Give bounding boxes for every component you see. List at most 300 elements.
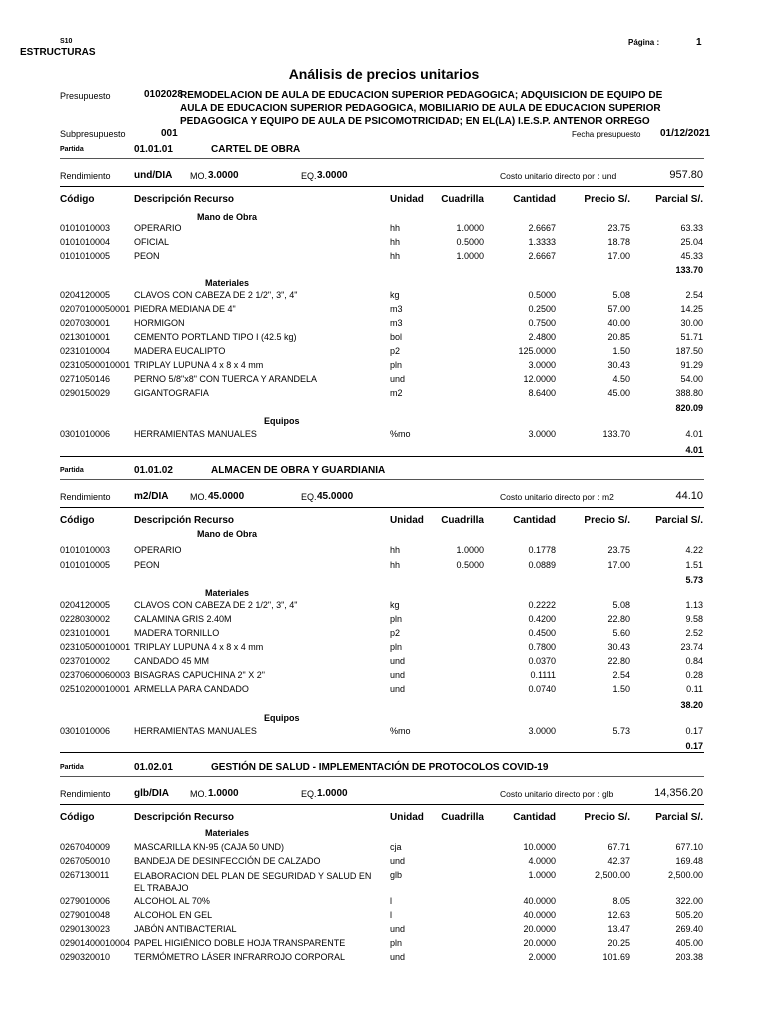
resource-cuadrilla: 1.0000 [456, 223, 484, 233]
resource-unit: hh [390, 223, 401, 233]
resource-parcial: 203.38 [675, 952, 703, 962]
resource-code: 02070100050001 [60, 304, 131, 314]
resource-parcial: 269.40 [675, 924, 703, 934]
resource-unit: %mo [390, 726, 411, 736]
mano-obra-row [0, 237, 768, 249]
resource-cuadrilla: 0.5000 [456, 560, 484, 570]
resource-parcial: 4.01 [685, 429, 703, 439]
col-codigo: Código [60, 515, 95, 526]
separator-line [60, 804, 704, 805]
resource-parcial: 0.28 [685, 670, 703, 680]
resource-cantidad: 3.0000 [528, 726, 556, 736]
resource-description: CALAMINA GRIS 2.40M [134, 614, 232, 624]
resource-unit: m3 [390, 304, 403, 314]
resource-parcial: 677.10 [675, 842, 703, 852]
resource-unit: glb [390, 870, 403, 880]
resource-code: 0290320010 [60, 952, 111, 962]
mano-obra-row [0, 560, 768, 572]
resource-precio: 17.00 [607, 251, 630, 261]
resource-cantidad: 2.0000 [528, 952, 556, 962]
resource-parcial: 9.58 [685, 614, 703, 624]
col-cantidad: Cantidad [513, 515, 556, 526]
material-row [0, 952, 768, 964]
resource-unit: %mo [390, 429, 411, 439]
resource-description: ELABORACION DEL PLAN DE SEGURIDAD Y SALUD EN EL TRABAJO [134, 871, 372, 893]
subtotal-equipos: 0.17 [685, 741, 703, 751]
rendimiento-unit: glb/DIA [134, 788, 169, 799]
resource-description: ALCOHOL AL 70% [134, 896, 210, 906]
resource-description: ALCOHOL EN GEL [134, 910, 213, 920]
partida-name: CARTEL DE OBRA [211, 144, 301, 155]
material-row [0, 388, 768, 400]
resource-unit: und [390, 856, 406, 866]
category-materiales: Materiales [205, 588, 250, 598]
resource-cantidad: 3.0000 [528, 360, 556, 370]
partida-code: 01.01.02 [134, 465, 173, 476]
resource-cantidad: 10.0000 [523, 842, 556, 852]
col-precio: Precio S/. [584, 812, 630, 823]
resource-unit: hh [390, 251, 401, 261]
page-title: Análisis de precios unitarios [288, 66, 480, 82]
resource-unit: kg [390, 600, 400, 610]
resource-cantidad: 125.0000 [518, 346, 556, 356]
resource-description: PAPEL HIGIÉNICO DOBLE HOJA TRANSPARENTE [134, 938, 346, 948]
resource-code: 0301010006 [60, 726, 111, 736]
resource-code: 0101010003 [60, 223, 111, 233]
resource-cantidad: 1.3333 [528, 237, 556, 247]
category-mano-obra: Mano de Obra [197, 212, 258, 222]
resource-precio: 5.60 [612, 628, 630, 638]
resource-code: 0204120005 [60, 600, 111, 610]
resource-cantidad: 2.4800 [528, 332, 556, 342]
resource-code: 0301010006 [60, 429, 111, 439]
subtotal-mano-obra: 133.70 [675, 265, 703, 275]
eq-value: 45.0000 [317, 491, 354, 502]
resource-unit: hh [390, 560, 401, 570]
col-descripcion: Descripción Recurso [134, 194, 235, 205]
costo-total: 957.80 [669, 169, 703, 181]
presupuesto-description: REMODELACION DE AULA DE EDUCACION SUPERIOR PEDAGOGICA; ADQUISICION DE EQUIPO DE AULA DE EDUCACION SUPERIOR PEDAGOGICA, MOBILIARIO DE AULA DE EDUCACION SUPERIOR PEDAGOGICA Y EQUIPO DE AULA DE PSICOMOTRICIDAD; EN EL(LA) I.E.S.P. ANTENOR ORREGO [180, 90, 663, 127]
resource-unit: m3 [390, 318, 403, 328]
resource-description: JABÓN ANTIBACTERIAL [134, 924, 237, 934]
resource-unit: und [390, 670, 406, 680]
partida-name: ALMACEN DE OBRA Y GUARDIANIA [211, 465, 386, 476]
subtotal-materiales: 38.20 [680, 700, 703, 710]
resource-parcial: 45.33 [680, 251, 703, 261]
resource-description: TERMÓMETRO LÁSER INFRARROJO CORPORAL [134, 952, 346, 962]
rendimiento-label: Rendimiento [60, 492, 111, 502]
resource-unit: m2 [390, 388, 403, 398]
resource-cuadrilla: 1.0000 [456, 545, 484, 555]
resource-precio: 1.50 [612, 346, 630, 356]
resource-parcial: 0.11 [686, 684, 703, 694]
resource-description: CLAVOS CON CABEZA DE 2 1/2", 3", 4" [134, 290, 298, 300]
resource-description: HERRAMIENTAS MANUALES [134, 429, 257, 439]
resource-cantidad: 0.4500 [528, 628, 556, 638]
mo-value: 1.0000 [208, 788, 239, 799]
rendimiento-unit: m2/DIA [134, 491, 169, 502]
resource-precio: 57.00 [607, 304, 630, 314]
resource-parcial: 91.29 [680, 360, 703, 370]
resource-unit: pln [390, 642, 403, 652]
resource-code: 0267130011 [60, 870, 110, 880]
resource-description: CANDADO 45 MM [134, 656, 210, 666]
resource-precio: 20.25 [607, 938, 630, 948]
resource-cantidad: 4.0000 [528, 856, 556, 866]
material-row [0, 870, 768, 893]
resource-code: 0231010001 [60, 628, 111, 638]
col-cuadrilla: Cuadrilla [441, 515, 484, 526]
resource-unit: hh [390, 237, 401, 247]
col-unidad: Unidad [390, 812, 424, 823]
resource-unit: und [390, 684, 406, 694]
resource-code: 0207030001 [60, 318, 111, 328]
resource-parcial: 1.51 [685, 560, 703, 570]
resource-parcial: 23.74 [680, 642, 703, 652]
resource-description: OPERARIO [134, 223, 182, 233]
subpresupuesto-code: 001 [161, 128, 178, 139]
resource-parcial: 0.84 [685, 656, 703, 666]
resource-cantidad: 0.1111 [530, 670, 556, 680]
resource-parcial: 51.71 [680, 332, 703, 342]
resource-code: 02510200010001 [60, 684, 131, 694]
resource-code: 02901400010004 [60, 938, 131, 948]
fecha-label: Fecha presupuesto [572, 130, 641, 139]
resource-cantidad: 20.0000 [523, 938, 556, 948]
costo-label: Costo unitario directo por : glb [500, 789, 614, 799]
resource-description: PEON [134, 560, 160, 570]
resource-description: OPERARIO [134, 545, 182, 555]
separator-line [60, 507, 704, 508]
costo-total: 14,356.20 [654, 787, 703, 799]
resource-precio: 12.63 [607, 910, 630, 920]
col-codigo: Código [60, 812, 95, 823]
resource-cantidad: 0.1778 [528, 545, 556, 555]
resource-precio: 4.50 [612, 374, 630, 384]
resource-unit: und [390, 374, 406, 384]
material-row [0, 842, 768, 854]
resource-precio: 30.43 [607, 360, 630, 370]
mano-obra-row [0, 251, 768, 263]
resource-cantidad: 1.0000 [528, 870, 556, 880]
resource-description: PERNO 5/8"x8" CON TUERCA Y ARANDELA [134, 374, 317, 384]
resource-parcial: 505.20 [675, 910, 703, 920]
resource-cantidad: 0.0740 [528, 684, 556, 694]
material-row [0, 290, 768, 302]
column-header [0, 515, 768, 527]
partida-label: Partida [60, 467, 84, 474]
resource-parcial: 54.00 [680, 374, 703, 384]
company-name: ESTRUCTURAS [20, 47, 96, 58]
resource-code: 0231010004 [60, 346, 111, 356]
resource-description: PEON [134, 251, 160, 261]
resource-parcial: 2.54 [685, 290, 703, 300]
separator-line [60, 479, 704, 480]
category-mano-obra: Mano de Obra [197, 529, 258, 539]
material-row [0, 642, 768, 654]
resource-parcial: 0.17 [685, 726, 703, 736]
material-row [0, 360, 768, 372]
category-equipos: Equipos [264, 416, 300, 426]
resource-cantidad: 0.0370 [528, 656, 556, 666]
col-parcial: Parcial S/. [655, 515, 703, 526]
resource-precio: 22.80 [607, 614, 630, 624]
material-row [0, 670, 768, 682]
material-row [0, 374, 768, 386]
resource-code: 0101010005 [60, 251, 111, 261]
resource-precio: 23.75 [607, 223, 630, 233]
resource-code: 0290130023 [60, 924, 111, 934]
resource-code: 0279010006 [60, 896, 111, 906]
resource-unit: kg [390, 290, 400, 300]
col-descripcion: Descripción Recurso [134, 812, 235, 823]
resource-parcial: 169.48 [675, 856, 703, 866]
col-unidad: Unidad [390, 515, 424, 526]
presupuesto-code: 0102028 [144, 89, 183, 100]
resource-parcial: 2.52 [685, 628, 703, 638]
resource-precio: 101.69 [602, 952, 630, 962]
partida-label: Partida [60, 764, 84, 771]
resource-cantidad: 0.2500 [528, 304, 556, 314]
resource-precio: 30.43 [607, 642, 630, 652]
material-row [0, 656, 768, 668]
resource-parcial: 1.13 [685, 600, 703, 610]
resource-precio: 42.37 [607, 856, 630, 866]
resource-precio: 23.75 [607, 545, 630, 555]
resource-precio: 8.05 [612, 896, 630, 906]
column-header [0, 812, 768, 824]
resource-description: BANDEJA DE DESINFECCIÓN DE CALZADO [134, 856, 321, 866]
resource-cantidad: 40.0000 [523, 896, 556, 906]
resource-code: 02310500010001 [60, 642, 131, 652]
resource-cantidad: 0.0889 [528, 560, 556, 570]
resource-precio: 1.50 [612, 684, 630, 694]
resource-unit: pln [390, 938, 403, 948]
category-materiales: Materiales [205, 828, 250, 838]
material-row [0, 346, 768, 358]
resource-precio: 18.78 [607, 237, 630, 247]
resource-code: 0267050010 [60, 856, 111, 866]
eq-label: EQ. [301, 492, 317, 502]
resource-description: MADERA EUCALIPTO [134, 346, 226, 356]
resource-code: 0101010004 [60, 237, 111, 247]
category-materiales: Materiales [205, 278, 250, 288]
mo-value: 45.0000 [208, 491, 245, 502]
resource-description: CLAVOS CON CABEZA DE 2 1/2", 3", 4" [134, 600, 298, 610]
col-cantidad: Cantidad [513, 812, 556, 823]
material-row [0, 938, 768, 950]
resource-cantidad: 0.4200 [528, 614, 556, 624]
subtotal-mano-obra: 5.73 [685, 575, 703, 585]
material-row [0, 600, 768, 612]
resource-cantidad: 0.7500 [528, 318, 556, 328]
col-unidad: Unidad [390, 194, 424, 205]
mano-obra-row [0, 545, 768, 557]
resource-description: BISAGRAS CAPUCHINA 2" X 2" [134, 670, 265, 680]
column-header [0, 194, 768, 206]
category-equipos: Equipos [264, 713, 300, 723]
mano-obra-row [0, 223, 768, 235]
resource-parcial: 30.00 [680, 318, 703, 328]
resource-description: TRIPLAY LUPUNA 4 x 8 x 4 mm [134, 360, 264, 370]
resource-description: ARMELLA PARA CANDADO [134, 684, 249, 694]
page-number: 1 [696, 37, 702, 48]
resource-precio: 133.70 [602, 429, 630, 439]
col-codigo: Código [60, 194, 95, 205]
resource-parcial: 14.25 [680, 304, 703, 314]
resource-parcial: 187.50 [675, 346, 703, 356]
resource-precio: 5.08 [612, 290, 630, 300]
separator-line [60, 776, 704, 777]
resource-description: PIEDRA MEDIANA DE 4" [134, 304, 236, 314]
material-row [0, 856, 768, 868]
resource-parcial: 405.00 [675, 938, 703, 948]
rendimiento-unit: und/DIA [134, 170, 173, 181]
resource-code: 02370600060003 [60, 670, 131, 680]
resource-unit: und [390, 952, 406, 962]
resource-cuadrilla: 1.0000 [456, 251, 484, 261]
resource-unit: pln [390, 614, 403, 624]
resource-unit: p2 [390, 346, 401, 356]
resource-precio: 45.00 [607, 388, 630, 398]
resource-code: 0228030002 [60, 614, 111, 624]
resource-code: 0204120005 [60, 290, 111, 300]
material-row [0, 684, 768, 696]
resource-cantidad: 40.0000 [523, 910, 556, 920]
col-parcial: Parcial S/. [655, 194, 703, 205]
material-row [0, 332, 768, 344]
resource-cuadrilla: 0.5000 [456, 237, 484, 247]
mo-label: MO. [190, 171, 207, 181]
partida-code: 01.01.01 [134, 144, 173, 155]
col-descripcion: Descripción Recurso [134, 515, 235, 526]
resource-description: GIGANTOGRAFIA [134, 388, 209, 398]
resource-cantidad: 8.6400 [528, 388, 556, 398]
resource-code: 0290150029 [60, 388, 111, 398]
subpresupuesto-label: Subpresupuesto [60, 129, 126, 139]
report-code: S10 [60, 38, 73, 45]
partida-label: Partida [60, 146, 84, 153]
subtotal-materiales: 820.09 [675, 403, 703, 413]
resource-code: 0101010003 [60, 545, 111, 555]
col-precio: Precio S/. [584, 194, 630, 205]
resource-cantidad: 0.2222 [528, 600, 556, 610]
resource-description: MADERA TORNILLO [134, 628, 220, 638]
resource-precio: 13.47 [607, 924, 630, 934]
resource-parcial: 322.00 [675, 896, 703, 906]
costo-label: Costo unitario directo por : und [500, 171, 617, 181]
resource-description: CEMENTO PORTLAND TIPO I (42.5 kg) [134, 332, 297, 342]
mo-label: MO. [190, 789, 207, 799]
mo-label: MO. [190, 492, 207, 502]
resource-precio: 22.80 [607, 656, 630, 666]
eq-value: 1.0000 [317, 788, 348, 799]
mo-value: 3.0000 [208, 170, 239, 181]
resource-description: HORMIGON [134, 318, 185, 328]
fecha-value: 01/12/2021 [660, 128, 711, 139]
separator-line [60, 752, 704, 753]
resource-cantidad: 2.6667 [528, 251, 556, 261]
resource-unit: und [390, 924, 406, 934]
resource-code: 02310500010001 [60, 360, 131, 370]
resource-unit: l [390, 910, 392, 920]
resource-description: TRIPLAY LUPUNA 4 x 8 x 4 mm [134, 642, 264, 652]
resource-unit: pln [390, 360, 403, 370]
partida-name: GESTIÓN DE SALUD - IMPLEMENTACIÓN DE PROTOCOLOS COVID-19 [211, 762, 549, 773]
equipo-row [0, 726, 768, 738]
resource-parcial: 4.22 [685, 545, 703, 555]
subtotal-equipos: 4.01 [685, 445, 703, 455]
resource-description: OFICIAL [134, 237, 170, 247]
resource-code: 0213010001 [60, 332, 111, 342]
resource-cantidad: 12.0000 [523, 374, 556, 384]
material-row [0, 924, 768, 936]
material-row [0, 614, 768, 626]
resource-precio: 5.73 [612, 726, 630, 736]
material-row [0, 896, 768, 908]
resource-precio: 2,500.00 [594, 870, 630, 880]
resource-cantidad: 2.6667 [528, 223, 556, 233]
resource-precio: 5.08 [612, 600, 630, 610]
resource-description: MASCARILLA KN-95 (CAJA 50 UND) [134, 842, 285, 852]
resource-cantidad: 0.7800 [528, 642, 556, 652]
resource-unit: bol [390, 332, 403, 342]
costo-label: Costo unitario directo por : m2 [500, 492, 614, 502]
resource-precio: 2.54 [612, 670, 630, 680]
material-row [0, 318, 768, 330]
col-parcial: Parcial S/. [655, 812, 703, 823]
presupuesto-label: Presupuesto [60, 91, 111, 101]
resource-code: 0271050146 [60, 374, 111, 384]
resource-code: 0267040009 [60, 842, 111, 852]
resource-description: HERRAMIENTAS MANUALES [134, 726, 257, 736]
resource-cantidad: 3.0000 [528, 429, 556, 439]
material-row [0, 910, 768, 922]
rendimiento-label: Rendimiento [60, 171, 111, 181]
resource-parcial: 388.80 [675, 388, 703, 398]
costo-total: 44.10 [675, 490, 703, 502]
col-cuadrilla: Cuadrilla [441, 812, 484, 823]
material-row [0, 304, 768, 316]
resource-code: 0237010002 [60, 656, 111, 666]
resource-unit: p2 [390, 628, 401, 638]
resource-unit: l [390, 896, 392, 906]
resource-code: 0101010005 [60, 560, 111, 570]
resource-precio: 40.00 [607, 318, 630, 328]
resource-precio: 17.00 [607, 560, 630, 570]
col-precio: Precio S/. [584, 515, 630, 526]
separator-line [60, 456, 704, 457]
equipo-row [0, 429, 768, 441]
col-cuadrilla: Cuadrilla [441, 194, 484, 205]
eq-label: EQ. [301, 171, 317, 181]
eq-value: 3.0000 [317, 170, 348, 181]
resource-parcial: 2,500.00 [667, 870, 703, 880]
resource-parcial: 25.04 [680, 237, 703, 247]
resource-unit: und [390, 656, 406, 666]
rendimiento-label: Rendimiento [60, 789, 111, 799]
material-row [0, 628, 768, 640]
col-cantidad: Cantidad [513, 194, 556, 205]
resource-unit: cja [390, 842, 402, 852]
resource-parcial: 63.33 [680, 223, 703, 233]
separator-line [60, 158, 704, 159]
page-label: Página : [628, 38, 660, 47]
resource-precio: 67.71 [607, 842, 630, 852]
resource-cantidad: 20.0000 [523, 924, 556, 934]
partida-code: 01.02.01 [134, 762, 173, 773]
resource-unit: hh [390, 545, 401, 555]
